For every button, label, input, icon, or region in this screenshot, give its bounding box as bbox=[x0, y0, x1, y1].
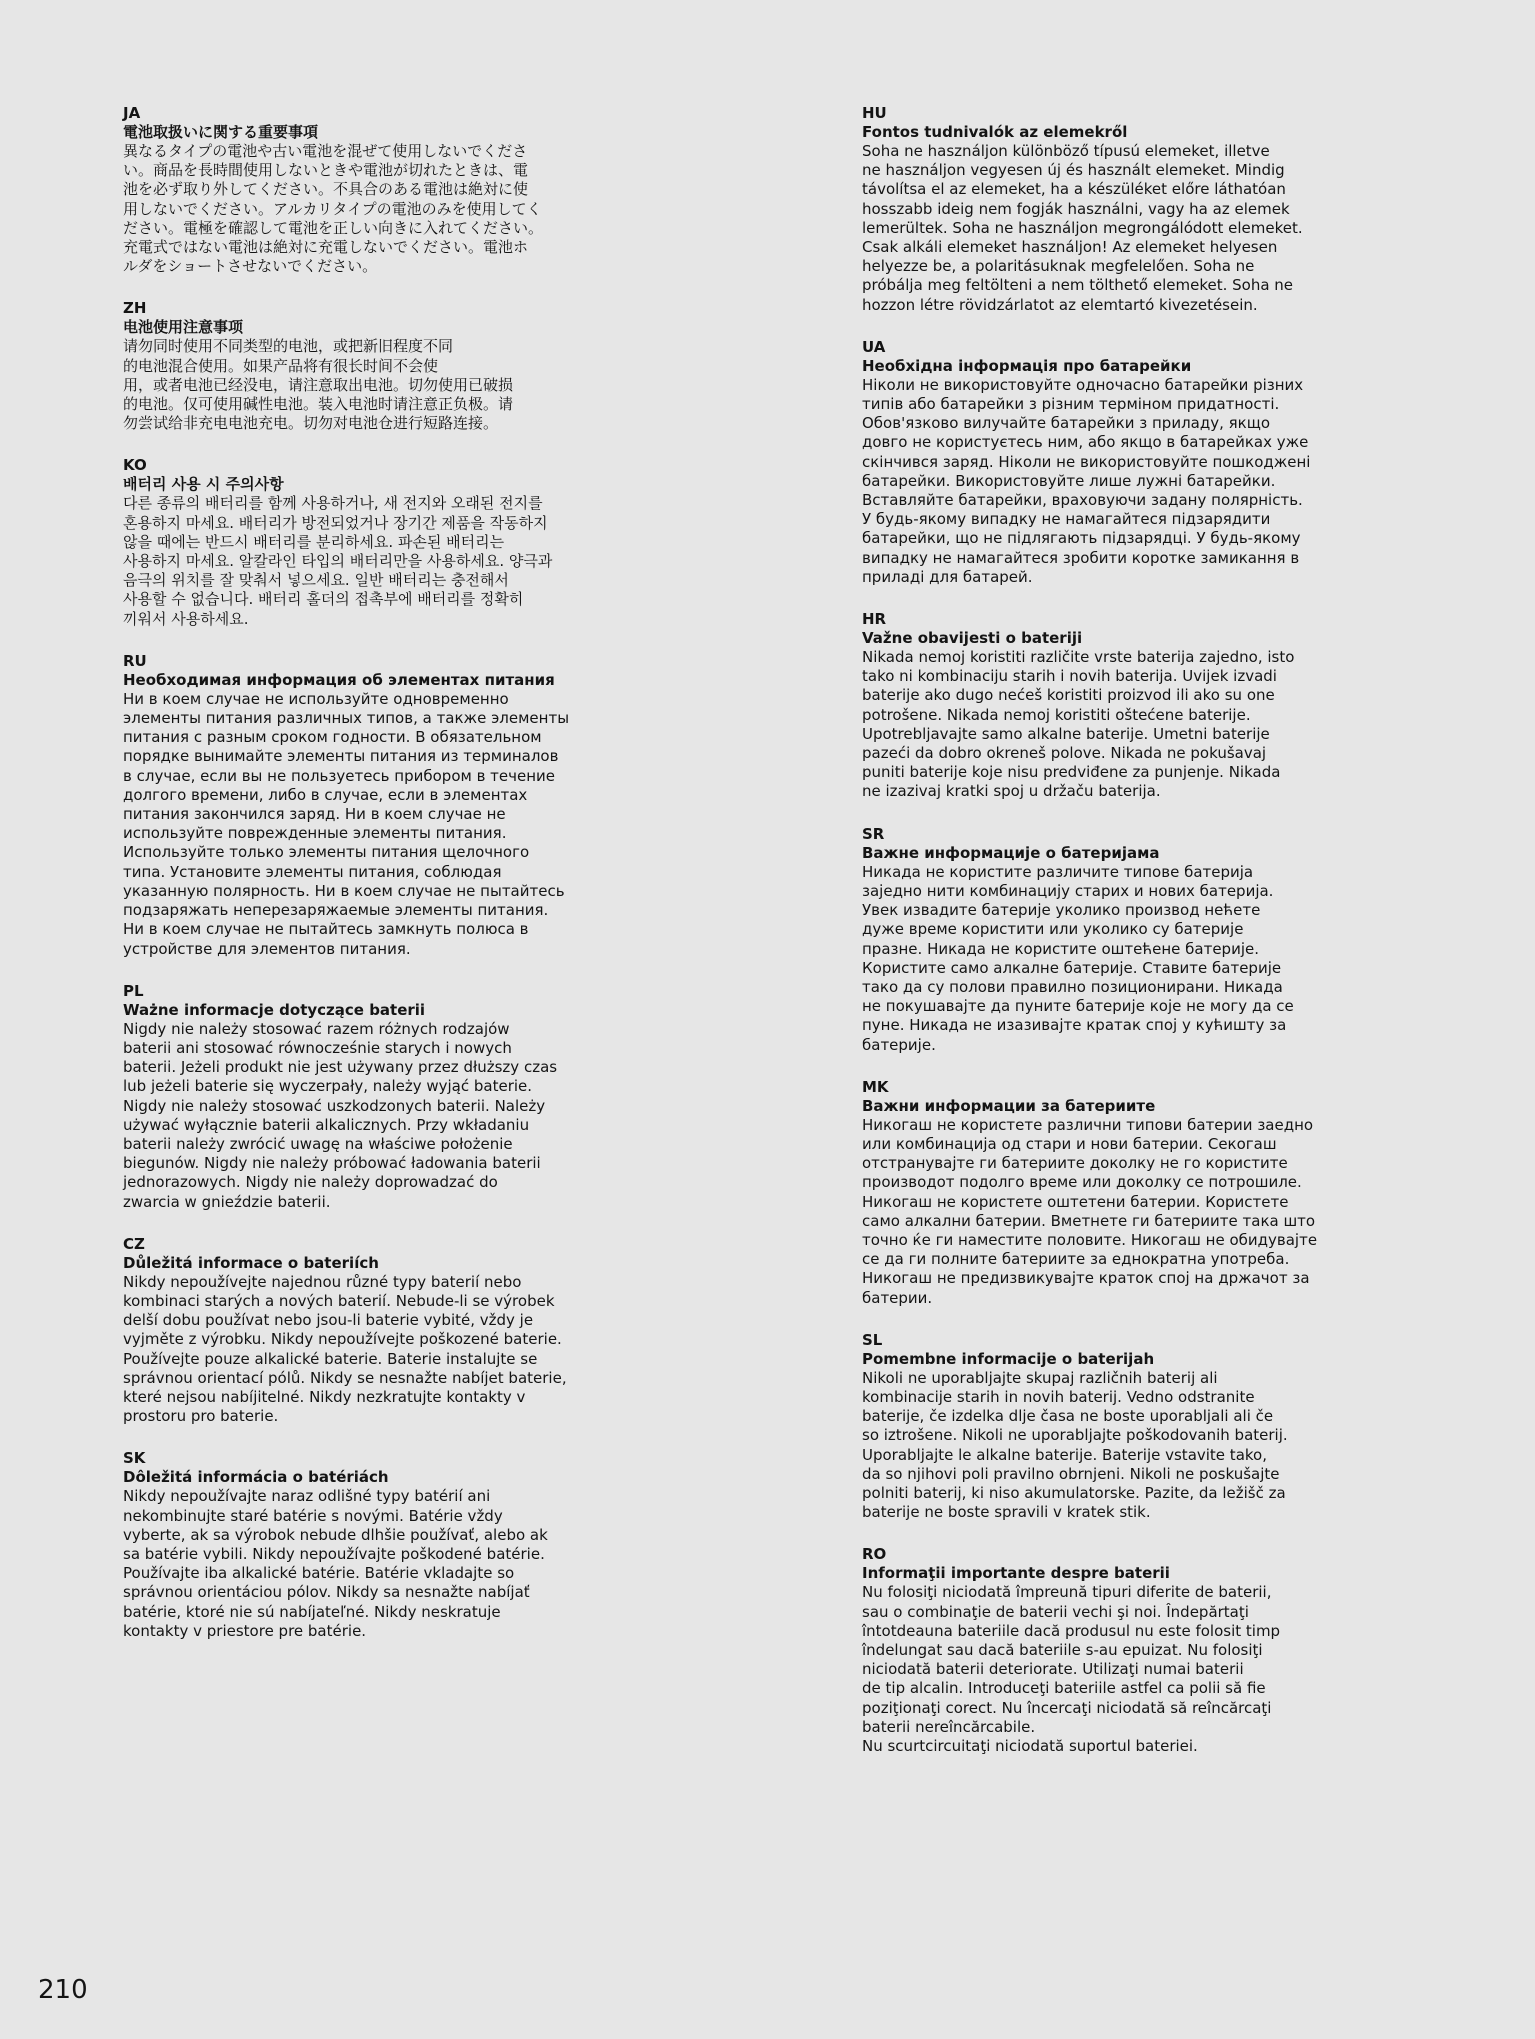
section-title: 배터리 사용 시 주의사항 bbox=[123, 475, 284, 494]
section-body: Soha ne használjon különböző típusú elemeket, illetve ne használjon vegyesen új és használt elemeket. Mindig távolítsa el az elemeket, ha a készüléket előre láthatóan hosszabb ideig nem fogják használni, vagy ha az elemek lemerültek. Soha ne használjon megrongálódott elemeket. Csak alkáli elemeket használjon! Az elemeket helyesen helyezze be, a polaritásuknak megfelelően. Soha ne próbálja meg feltölteni a nem tölthető elemeket. Soha ne hozzon létre rövidzárlatot az elemtartó kivezetésein. bbox=[862, 142, 1303, 314]
section-body: 다른 종류의 배터리를 함께 사용하거나, 새 전지와 오래된 전지를 혼용하지 마세요. 배터리가 방전되었거나 장기간 제품을 작동하지 않을 때에는 반드시 배터리를 분리하세요. 파손된 배터리는 사용하지 마세요. 알칼라인 타입의 배터리만을 사용하세요. 양극과 음극의 위치를 잘 맞춰서 넣으세요. 일반 배터리는 충전해서 사용할 수 없습니다. 배터리 홀더의 접촉부에 배터리를 정확히 끼워서 사용하세요. bbox=[123, 494, 553, 628]
section-body: Nu folosiţi niciodată împreună tipuri diferite de baterii, sau o combinaţie de baterii vechi şi noi. Îndepărtaţi întotdeauna bateriile dacă produsul nu este folosit timp îndelungat sau dacă bateriile s-au epuizat. Nu folosiţi niciodată baterii deteriorate. Utilizaţi numai baterii de tip alcalin. Introduceţi bateriile astfel ca polii să fie poziţionaţi corect. Nu încercaţi niciodată să reîncărcaţi baterii nereîncărcabile. Nu scurtcircuitaţi niciodată suportul bateriei. bbox=[862, 1583, 1281, 1755]
language-code: CZ bbox=[123, 1234, 145, 1253]
page-number: 210 bbox=[38, 1975, 88, 2005]
section-title: Informaţii importante despre baterii bbox=[862, 1564, 1170, 1583]
section-title: Važne obavijesti o bateriji bbox=[862, 629, 1083, 648]
section-sk bbox=[123, 1449, 603, 1641]
section-body: Ни в коем случае не используйте одновременно элементы питания различных типов, а также элементы питания с разным сроком годности. В обязательном порядке вынимайте элементы питания из терминалов в случае, если вы не пользуетесь прибором в течение долгого времени, либо в случае, если в элементах питания закончился заряд. Ни в коем случае не используйте поврежденные элементы питания. Используйте только элементы питания щелочного типа. Установите элементы питания, соблюдая указанную полярность. Ни в коем случае не пытайтесь подзаряжать неперезаряжаемые элементы питания. Ни в коем случае не пытайтесь замкнуть полюса в устройстве для элементов питания. bbox=[123, 689, 570, 958]
section-body: Никада не користите различите типове батерија заједно нити комбинацију старих и нових батерија. Увек извадите батерије уколико производ нећете дуже време користити или уколико су батерије празне. Никада не користите оштећене батерије. Користите само алкалне батерије. Ставите батерије тако да су полови правилно позиционирани. Никада не покушавајте да пуните батерије које не могу да се пуне. Никада не изазивајте кратак спој у кућишту за батерије. bbox=[862, 862, 1294, 1054]
section-hr bbox=[862, 610, 1342, 802]
section-body: Никогаш не користете различни типови батерии заедно или комбинација од стари и нови батерии. Секогаш отстранувајте ги батериите доколку не го користите производот подолго време или доколку се потрошиле. Никогаш не користете оштетени батерии. Користете само алкални батерии. Вметнете ги батериите така што точно ќе ги наместите половите. Никогаш не обидувајте се да ги полните батериите за еднократна употреба. Никогаш не предизвикувајте краток спој на држачот за батерии. bbox=[862, 1115, 1318, 1307]
language-code: RO bbox=[862, 1545, 887, 1564]
section-title: Pomembne informacije o baterijah bbox=[862, 1349, 1155, 1368]
section-sr bbox=[862, 825, 1342, 1055]
language-code: HU bbox=[862, 104, 887, 122]
language-code: SL bbox=[862, 1330, 883, 1349]
section-pl bbox=[123, 982, 603, 1212]
language-code: JA bbox=[123, 104, 141, 122]
language-code: RU bbox=[123, 651, 147, 670]
section-ko bbox=[123, 456, 603, 628]
section-title: Dôležitá informácia o batériách bbox=[123, 1468, 389, 1487]
section-title: Важни информации за батериите bbox=[862, 1096, 1156, 1115]
section-ru bbox=[123, 652, 603, 959]
section-cz bbox=[123, 1235, 603, 1427]
section-title: Ważne informacje dotyczące baterii bbox=[123, 1000, 426, 1019]
section-body: Nikdy nepoužívajte naraz odlišné typy batérií ani nekombinujte staré batérie s novými. Batérie vždy vyberte, ak sa výrobok nebude dlhšie používať, alebo ak sa batérie vybili. Nikdy nepoužívajte poškodené batérie. Používajte iba alkalické batérie. Batérie vkladajte so správnou orientáciou pólov. Nikdy sa nesnažte nabíjať batérie, ktoré nie sú nabíjateľné. Nikdy neskratuje kontakty v priestore pre batérie. bbox=[123, 1487, 548, 1640]
left-column bbox=[123, 104, 603, 1664]
section-ja bbox=[123, 104, 603, 276]
language-code: KO bbox=[123, 456, 147, 475]
right-column bbox=[862, 104, 1342, 1779]
language-code: PL bbox=[123, 981, 144, 1000]
section-body: Nikoli ne uporabljajte skupaj različnih baterij ali kombinacije starih in novih baterij. Vedno odstranite baterije, če izdelka dlje časa ne boste uporabljali ali če so iztrošene. Nikoli ne uporabljajte poškodovanih baterij. Uporabljajte le alkalne baterije. Baterije vstavite tako, da so njihovi poli pravilno obrnjeni. Nikoli ne poskušajte polniti baterij, ki niso akumulatorske. Pazite, da ležišč za baterije ne boste spravili v kratek stik. bbox=[862, 1368, 1288, 1522]
section-hu bbox=[862, 104, 1342, 315]
section-body: 请勿同时使用不同类型的电池，或把新旧程度不同 的电池混合使用。如果产品将有很长时间不会使 用，或者电池已经没电，请注意取出电池。切勿使用已破损 的电池。仅可使用碱性电池。装入电池时请注意正负极。请 勿尝试给非充电电池充电。切勿对电池仓进行短路连接。 bbox=[123, 337, 514, 433]
section-body: Nigdy nie należy stosować razem różnych rodzajów baterii ani stosować równocześnie starych i nowych baterii. Jeżeli produkt nie jest używany przez dłuższy czas lub jeżeli baterie się wyczerpały, należy wyjąć baterie. Nigdy nie należy stosować uszkodzonych baterii. Należy używać wyłącznie baterii alkalicznych. Przy wkładaniu baterii należy zwrócić uwagę na właściwe położenie biegunów. Nigdy nie należy próbować ładowania baterii jednorazowych. Nigdy nie należy doprowadzać do zwarcia w gnieździe baterii. bbox=[123, 1019, 558, 1211]
section-ua bbox=[862, 338, 1342, 587]
section-title: Важне информације о батеријама bbox=[862, 843, 1160, 862]
language-code: HR bbox=[862, 610, 887, 629]
section-mk bbox=[862, 1078, 1342, 1308]
language-code: SR bbox=[862, 824, 885, 843]
section-title: 電池取扱いに関する重要事項 bbox=[123, 123, 319, 141]
section-title: 电池使用注意事项 bbox=[123, 318, 244, 337]
section-body: Ніколи не використовуйте одночасно батарейки різних типів або батарейки з різним терміном придатності. Обов'язково вилучайте батарейки з приладу, якщо довго не користуєтесь ним, або якщо в батарейках уже скінчився заряд. Ніколи не використовуйте пошкоджені батарейки. Використовуйте лише лужні батарейки. Вставляйте батарейки, враховуючи задану полярність. У будь-якому випадку не намагайтеся підзарядити батарейки, що не підлягають підзарядці. У будь-якому випадку не намагайтеся зробити коротке замикання в приладі для батарей. bbox=[862, 375, 1311, 586]
section-sl bbox=[862, 1331, 1342, 1523]
language-code: MK bbox=[862, 1077, 889, 1096]
section-body: 異なるタイプの電池や古い電池を混ぜて使用しないでくださ い。商品を長時間使用しないときや電池が切れたときは、電 池を必ず取り外してください。不具合のある電池は絶対に使 用しないでください。アルカリタイプの電池のみを使用してく ださい。電極を確認して電池を正しい向きに入れてください。 充電式ではない電池は絶対に充電しないでください。電池ホ ルダをショートさせないでください。 bbox=[123, 142, 544, 276]
language-code: SK bbox=[123, 1449, 146, 1468]
language-code: UA bbox=[862, 337, 886, 356]
section-title: Необходимая информация об элементах питания bbox=[123, 670, 555, 689]
section-body: Nikada nemoj koristiti različite vrste baterija zajedno, isto tako ni kombinaciju starih i novih baterija. Uvijek izvadi baterije ako dugo nećeš koristiti proizvod ili ako su one potrošene. Nikada nemoj koristiti oštećene baterije. Upotrebljavajte samo alkalne baterije. Umetni baterije pazeći da dobro okreneš polove. Nikada ne pokušavaj puniti baterije koje nisu predviđene za punjenje. Nikada ne izazivaj kratki spoj u držaču baterija. bbox=[862, 648, 1295, 801]
section-title: Důležitá informace o bateriích bbox=[123, 1253, 379, 1272]
section-title: Необхідна інформація про батарейки bbox=[862, 356, 1192, 375]
section-title: Fontos tudnivalók az elemekről bbox=[862, 123, 1128, 141]
section-ro bbox=[862, 1545, 1342, 1756]
section-body: Nikdy nepoužívejte najednou různé typy baterií nebo kombinaci starých a nových baterií. Nebude-li se výrobek delší dobu používat nebo jsou-li baterie vybité, vždy je vyjměte z výrobku. Nikdy nepoužívejte poškozené baterie. Používejte pouze alkalické baterie. Baterie instalujte se správnou orientací pólů. Nikdy se nesnažte nabíjet baterie, které nejsou nabíjitelné. Nikdy nezkratujte kontakty v prostoru pro baterie. bbox=[123, 1272, 567, 1426]
section-zh bbox=[123, 299, 603, 433]
language-code: ZH bbox=[123, 299, 147, 318]
